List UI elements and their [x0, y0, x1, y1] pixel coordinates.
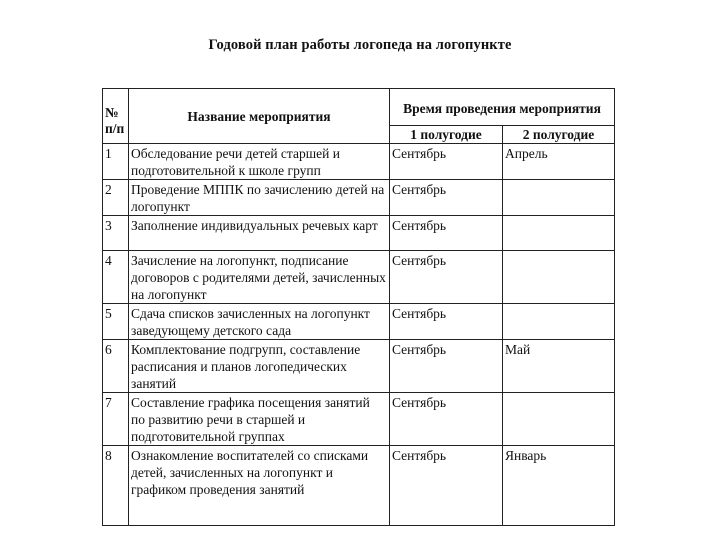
row-event-name: Обследование речи детей старшей и подготовительной к школе групп — [129, 144, 390, 180]
row-number: 8 — [103, 446, 129, 526]
row-event-name: Ознакомление воспитателей со списками детей, зачисленных на логопункт и графиком проведения занятий — [129, 446, 390, 526]
row-number: 5 — [103, 304, 129, 340]
row-half2 — [503, 180, 615, 216]
row-half1: Сентябрь — [390, 446, 503, 526]
page-title: Годовой план работы логопеда на логопункте — [208, 37, 512, 53]
row-event-name: Зачисление на логопункт, подписание договоров с родителями детей, зачисленных на логопункт — [129, 251, 390, 304]
table-row — [103, 393, 615, 446]
row-half2: Апрель — [503, 144, 615, 180]
table-row — [103, 216, 615, 251]
annual-plan-table — [102, 88, 615, 526]
column-header-half2: 2 полугодие — [503, 126, 615, 144]
row-number: 4 — [103, 251, 129, 304]
column-header-number: № п/п — [103, 89, 129, 144]
row-half2 — [503, 304, 615, 340]
row-number: 1 — [103, 144, 129, 180]
row-number: 3 — [103, 216, 129, 251]
row-event-name: Проведение МППК по зачислению детей на логопункт — [129, 180, 390, 216]
row-event-name: Заполнение индивидуальных речевых карт — [129, 216, 390, 251]
row-half2 — [503, 216, 615, 251]
table-header-row — [103, 89, 615, 126]
row-half2: Январь — [503, 446, 615, 526]
row-half1: Сентябрь — [390, 216, 503, 251]
row-half2: Май — [503, 340, 615, 393]
row-half1: Сентябрь — [390, 340, 503, 393]
row-event-name: Сдача списков зачисленных на логопункт заведующему детского сада — [129, 304, 390, 340]
row-number: 6 — [103, 340, 129, 393]
row-half1: Сентябрь — [390, 251, 503, 304]
row-number: 7 — [103, 393, 129, 446]
table-row — [103, 251, 615, 304]
row-event-name: Комплектование подгрупп, составление расписания и планов логопедических занятий — [129, 340, 390, 393]
row-half1: Сентябрь — [390, 304, 503, 340]
column-header-time: Время проведения мероприятия — [390, 89, 615, 126]
row-half2 — [503, 393, 615, 446]
column-header-name: Название мероприятия — [129, 89, 390, 144]
table-row — [103, 144, 615, 180]
row-half1: Сентябрь — [390, 180, 503, 216]
row-event-name: Составление графика посещения занятий по развитию речи в старшей и подготовительной группах — [129, 393, 390, 446]
row-half1: Сентябрь — [390, 144, 503, 180]
table-row — [103, 446, 615, 526]
table-row — [103, 304, 615, 340]
row-half2 — [503, 251, 615, 304]
table-row — [103, 180, 615, 216]
column-header-half1: 1 полугодие — [390, 126, 503, 144]
table-row — [103, 340, 615, 393]
row-half1: Сентябрь — [390, 393, 503, 446]
row-number: 2 — [103, 180, 129, 216]
